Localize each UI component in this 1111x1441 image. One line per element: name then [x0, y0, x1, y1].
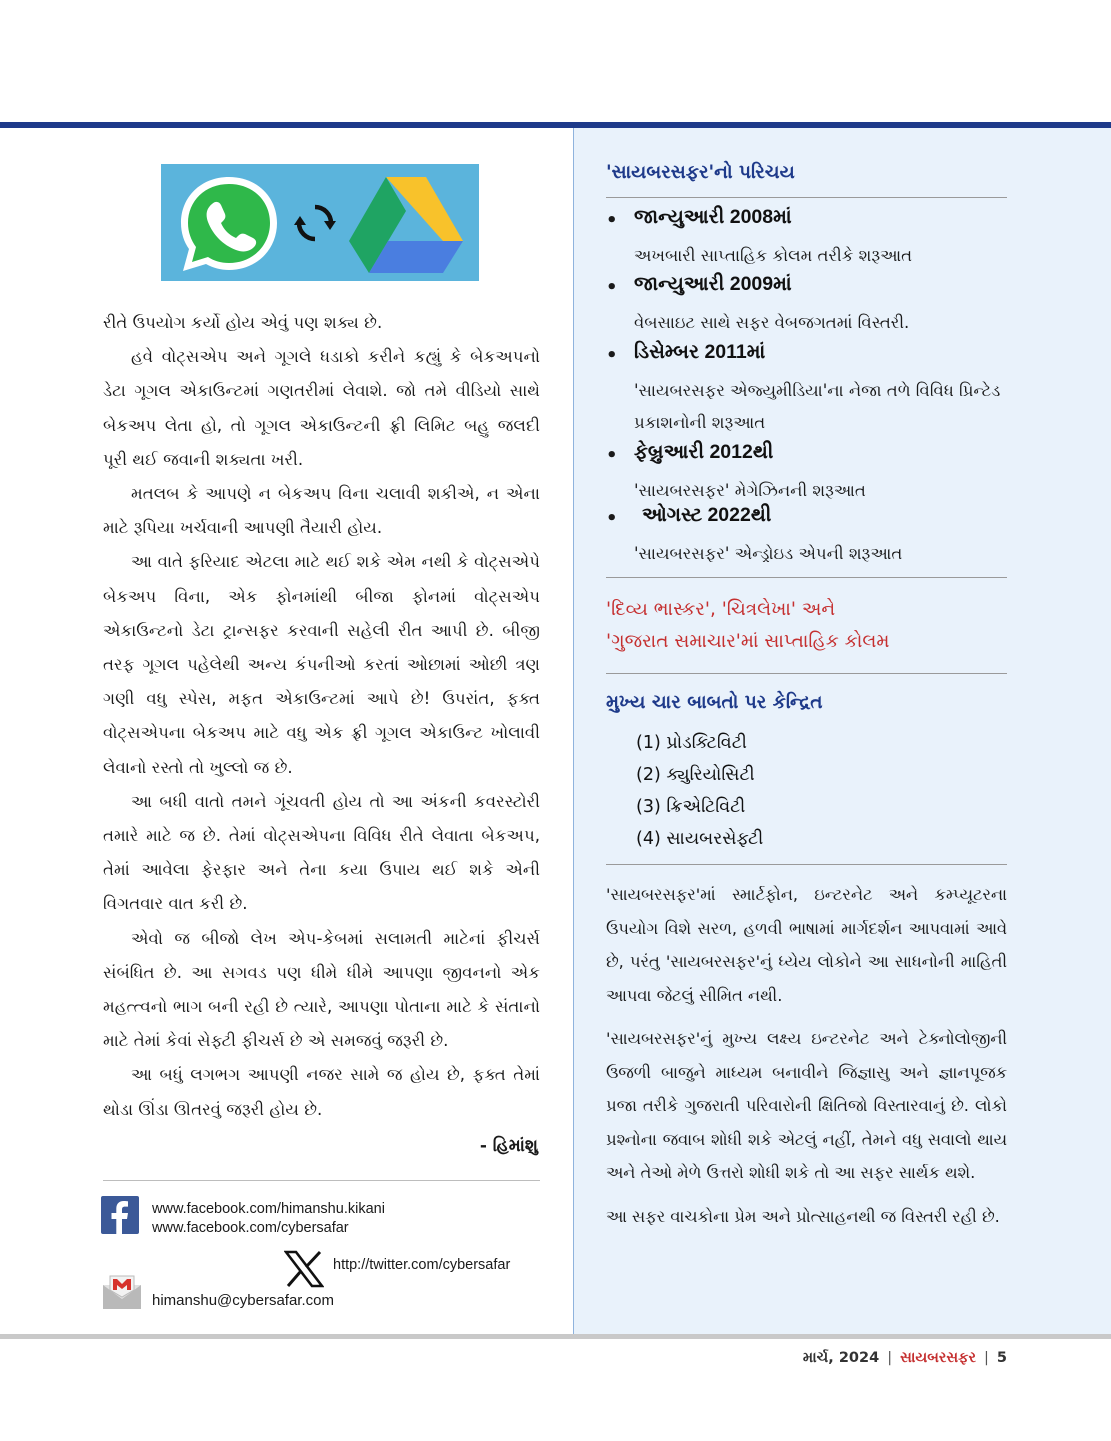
editorial-body — [103, 306, 540, 1163]
body-paragraph-5: આ બધી વાતો તમને ગૂંચવતી હોય તો આ અંકની કવરસ્ટોરી તમારે માટે જ છે. તેમાં વોટ્સએપના વિવિધ રીતે લેવાતા બેકઅપ, તેમાં આવેલા ફેરફાર અને તેના કયા ઉપાય થઈ શકે એની વિગતવાર વાત કરી છે. — [103, 791, 540, 914]
facebook-icon[interactable] — [101, 1196, 139, 1234]
pillar-item: (4) સાયબરસેફ્ટી — [636, 829, 764, 849]
whatsapp-icon — [175, 171, 283, 275]
timeline-date: ઓગસ્ટ 2022થી — [642, 504, 772, 526]
body-paragraph-3: મતલબ કે આપણે ન બેકઅપ વિના ચલાવી શકીએ, ન એના માટે રૂપિયા ખર્ચવાની આપણી તૈયારી હોય. — [103, 484, 540, 538]
body-paragraph-6: એવો જ બીજો લેખ એપ-કેબમાં સલામતી માટેનાં ફીચર્સ સંબંધિત છે. આ સગવડ પણ ધીમે ધીમે આપણા જીવનનો એક મહત્ત્વનો ભાગ બની રહી છે ત્યારે, આપણા પોતાના માટે કે સંતાનો માટે તેમાં કેવાં સેફ્ટી ફીચર્સ છે એ સમજવું જરૂરી છે. — [103, 928, 540, 1051]
bottom-rule — [0, 1334, 1111, 1339]
signature-divider — [103, 1180, 540, 1181]
bullet-icon: • — [606, 508, 618, 529]
page-number: 5 — [996, 1350, 1007, 1366]
timeline-desc: 'સાયબરસફર' મેગેઝિનની શરૂઆત — [634, 481, 866, 500]
intro-heading: 'સાયબરસફર'નો પરિચય — [606, 162, 795, 183]
about-text — [606, 878, 1007, 1233]
body-paragraph-2: હવે વોટ્સએપ અને ગૂગલે ધડાકો કરીને કહ્યું કે બેકઅપનો ડેટા ગૂગલ એકાઉન્ટમાં ગણતરીમાં લેવાશે. જો તમે વીડિયો સાથે બેકઅપ લેતા હો, તો ગૂગલ એકાઉન્ટની ફ્રી લિમિટ બહુ જલદી પૂરી થઈ જવાની શક્યતા ખરી. — [103, 347, 540, 469]
whatsapp-drive-illustration — [161, 164, 479, 281]
bullet-icon: • — [606, 277, 618, 298]
timeline-desc: 'સાયબરસફર એજ્યુમીડિયા'ના નેજા તળે વિવિધ પ્રિન્ટેડ પ્રકાશનોની શરૂઆત — [634, 381, 1001, 432]
columns-rule — [606, 673, 1007, 674]
timeline-rule — [606, 577, 1007, 578]
twitter-link[interactable]: http://twitter.com/cybersafar — [333, 1257, 511, 1273]
bullet-icon: • — [606, 210, 618, 231]
pillar-item: (3) ક્રિએટિવિટી — [636, 797, 746, 817]
focus-heading: મુખ્ય ચાર બાબતો પર કેન્દ્રિત — [606, 692, 823, 713]
timeline-desc: વેબસાઇટ સાથે સફર વેબજગતમાં વિસ્તરી. — [634, 313, 910, 332]
body-paragraph-4: આ વાતે ફરિયાદ એટલા માટે થઈ શકે એમ નથી કે વોટ્સએપે બેકઅપ વિના, એક ફોનમાંથી બીજા ફોનમાં વોટ્સએપ એકાઉન્ટનો ડેટા ટ્રાન્સફર કરવાની સહેલી રીત આપી છે. બીજી તરફ ગૂગલ પહેલેથી અન્ય કંપનીઓ કરતાં ઓછામાં ઓછી ત્રણ ગણી વધુ સ્પેસ, મફત એકાઉન્ટમાં આપે છે! ઉપરાંત, ફક્ત વોટ્સએપના બેકઅપ માટે વધુ એક ફ્રી ગૂગલ એકાઉન્ટ ખોલાવી લેવાનો રસ્તો તો ખુલ્લો જ છે. — [103, 552, 540, 777]
footer-separator: | — [887, 1350, 893, 1366]
timeline-date: જાન્યુઆરી 2009માં — [634, 273, 792, 295]
facebook-link-cybersafar[interactable]: www.facebook.com/cybersafar — [152, 1220, 349, 1236]
page-footer — [803, 1350, 1007, 1366]
google-drive-icon — [347, 173, 465, 273]
columns-line-2: 'ગુજરાત સમાચાર'માં સાપ્તાહિક કોલમ — [606, 631, 890, 652]
timeline-date: ડિસેમ્બર 2011માં — [634, 341, 766, 363]
timeline-date: ફેબ્રુઆરી 2012થી — [634, 441, 774, 463]
about-paragraph-3: આ સફર વાચકોના પ્રેમ અને પ્રોત્સાહનથી જ વિસ્તરી રહી છે. — [606, 1206, 1000, 1226]
facebook-link-himanshu[interactable]: www.facebook.com/himanshu.kikani — [152, 1201, 385, 1217]
intro-heading-rule — [606, 197, 1007, 198]
timeline-desc: 'સાયબરસફર' એન્ડ્રોઇડ એપની શરૂઆત — [634, 544, 903, 563]
timeline-desc: અખબારી સાપ્તાહિક કોલમ તરીકે શરૂઆત — [634, 246, 913, 265]
bullet-icon: • — [606, 345, 618, 366]
about-paragraph-2: 'સાયબરસફર'નું મુખ્ય લક્ષ્ય ઇન્ટરનેટ અને ટેક્નોલોજીની ઉજળી બાજુને માધ્યમ બનાવીને જિજ્ઞાસુ અને જ્ઞાનપૂજક પ્રજા તરીકે ગુજરાતી પરિવારોની ક્ષિતિજો વિસ્તારવાનું છે. લોકો પ્રશ્નોના જવાબ શોધી શકે એટલું નહીં, તેમને વધુ સવાલો થાય અને તેઓ મેળે ઉત્તરો શોધી શકે તો આ સફર સાર્થક થશે. — [606, 1029, 1007, 1182]
pillars-rule — [606, 864, 1007, 865]
gmail-envelope-icon[interactable] — [101, 1273, 143, 1311]
columns-line-1: 'દિવ્ય ભાસ્કર', 'ચિત્રલેખા' અને — [606, 599, 836, 620]
magazine-name: સાયબરસફર — [900, 1350, 977, 1366]
body-paragraph-7: આ બધું લગભગ આપણી નજર સામે જ હોય છે, ફક્ત તેમાં થોડા ઊંડા ઊતરવું જરૂરી હોય છે. — [103, 1065, 540, 1119]
footer-separator: | — [984, 1350, 989, 1366]
timeline-date: જાન્યુઆરી 2008માં — [634, 206, 792, 228]
sync-icon — [291, 199, 339, 247]
email-link[interactable]: himanshu@cybersafar.com — [152, 1292, 334, 1309]
bullet-icon: • — [606, 445, 618, 466]
pillar-item: (2) ક્યુરિયોસિટી — [636, 765, 755, 785]
issue-date: માર્ચ, 2024 — [802, 1350, 880, 1366]
body-paragraph-1: રીતે ઉપયોગ કર્યો હોય એવું પણ શક્ય છે. — [103, 313, 383, 332]
pillar-item: (1) પ્રોડક્ટિવિટી — [636, 733, 747, 753]
x-twitter-icon[interactable] — [284, 1250, 324, 1288]
author-signature: - હિમાંશુ — [479, 1135, 538, 1156]
about-paragraph-1: 'સાયબરસફર'માં સ્માર્ટફોન, ઇન્ટરનેટ અને કમ્પ્યૂટરના ઉપયોગ વિશે સરળ, હળવી ભાષામાં માર્ગદર્શન આપવામાં આવે છે, પરંતુ 'સાયબરસફર'નું ધ્યેય લોકોને આ સાધનોની માહિતી આપવા જેટલું સીમિત નથી. — [606, 885, 1007, 1005]
